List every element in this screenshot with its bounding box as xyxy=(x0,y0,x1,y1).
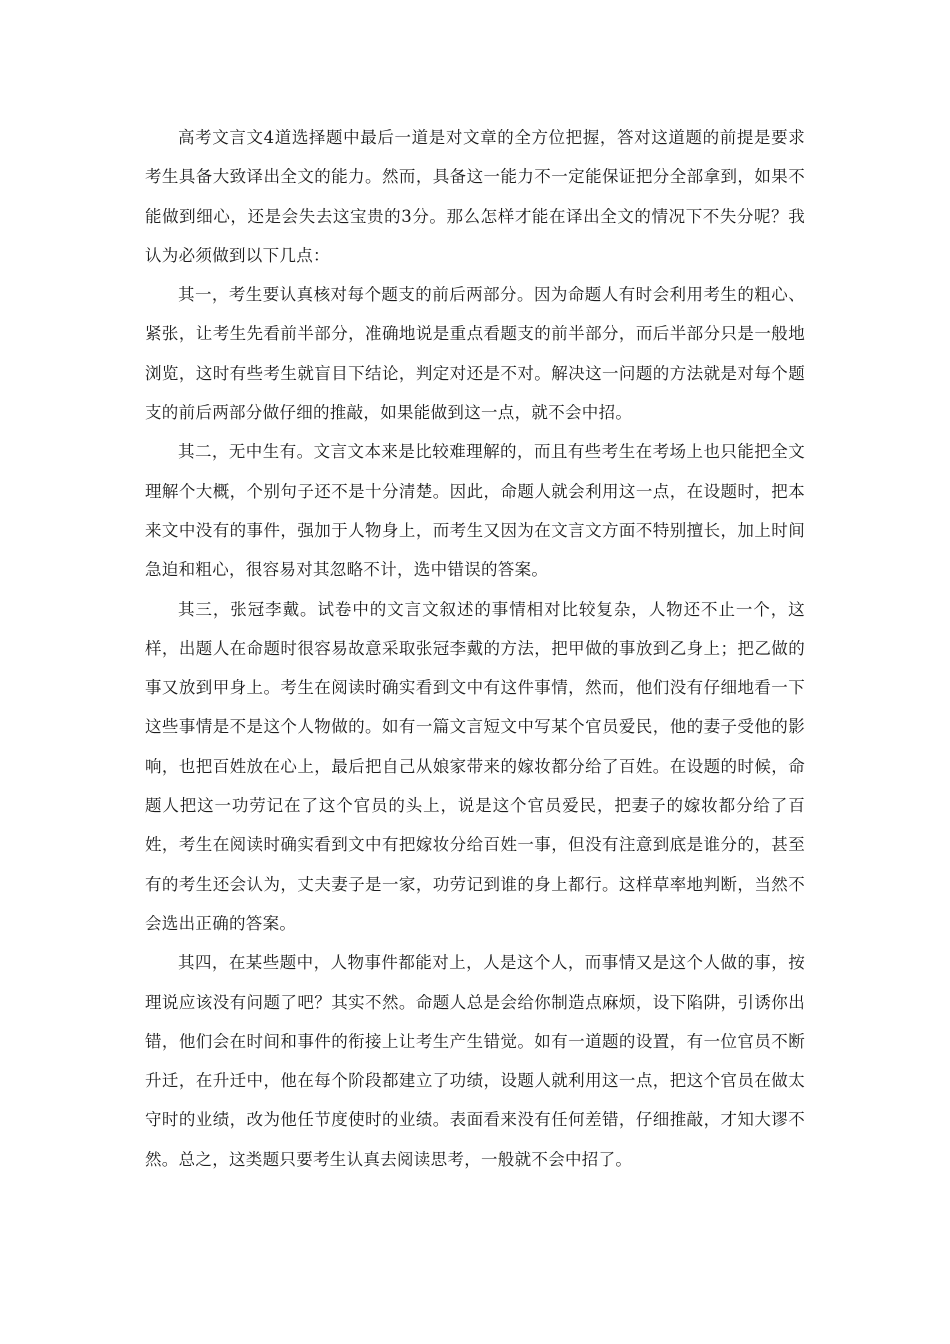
paragraph-point-one: 其一，考生要认真核对每个题支的前后两部分。因为命题人有时会利用考生的粗心、紧张，让考生先看前半部分，准确地说是重点看题支的前半部分，而后半部分只是一般地浏览，这时有些考生就盲目下结论，判定对还是不对。解决这一问题的方法就是对每个题支的前后两部分做仔细的推敲，如果能做到这一点，就不会中招。 xyxy=(145,285,805,423)
paragraph-point-three: 其三，张冠李戴。试卷中的文言文叙述的事情相对比较复杂，人物还不止一个，这样，出题人在命题时很容易故意采取张冠李戴的方法，把甲做的事放到乙身上；把乙做的事又放到甲身上。考生在阅读时确实看到文中有这件事情，然而，他们没有仔细地看一下这些事情是不是这个人物做的。如有一篇文言短文中写某个官员爱民，他的妻子受他的影响，也把百姓放在心上，最后把自己从娘家带来的嫁妆都分给了百姓。在设题的时候，命题人把这一功劳记在了这个官员的头上，说是这个官员爱民，把妻子的嫁妆都分给了百姓，考生在阅读时确实看到文中有把嫁妆分给百姓一事，但没有注意到底是谁分的，甚至有的考生还会认为，丈夫妻子是一家，功劳记到谁的身上都行。这样草率地判断，当然不会选出正确的答案。 xyxy=(145,599,805,933)
paragraph-point-four: 其四，在某些题中，人物事件都能对上，人是这个人，而事情又是这个人做的事，按理说应该没有问题了吧？其实不然。命题人总是会给你制造点麻烦，设下陷阱，引诱你出错，他们会在时间和事件的衔接上让考生产生错觉。如有一道题的设置，有一位官员不断升迁，在升迁中，他在每个阶段都建立了功绩，设题人就利用这一点，把这个官员在做太守时的业绩，改为他任节度使时的业绩。表面看来没有任何差错，仔细推敲，才知大谬不然。总之，这类题只要考生认真去阅读思考，一般就不会中招了。 xyxy=(145,953,805,1169)
paragraph-point-two: 其二，无中生有。文言文本来是比较难理解的，而且有些考生在考场上也只能把全文理解个大概，个别句子还不是十分清楚。因此，命题人就会利用这一点，在设题时，把本来文中没有的事件，强加于人物身上，而考生又因为在文言文方面不特别擅长，加上时间急迫和粗心，很容易对其忽略不计，选中错误的答案。 xyxy=(145,442,805,580)
document-body xyxy=(145,118,805,1179)
paragraph-intro: 高考文言文4道选择题中最后一道是对文章的全方位把握，答对这道题的前提是要求考生具备大致译出全文的能力。然而，具备这一能力不一定能保证把分全部拿到，如果不能做到细心，还是会失去这宝贵的3分。那么怎样才能在译出全文的情况下不失分呢？我认为必须做到以下几点： xyxy=(145,128,805,265)
